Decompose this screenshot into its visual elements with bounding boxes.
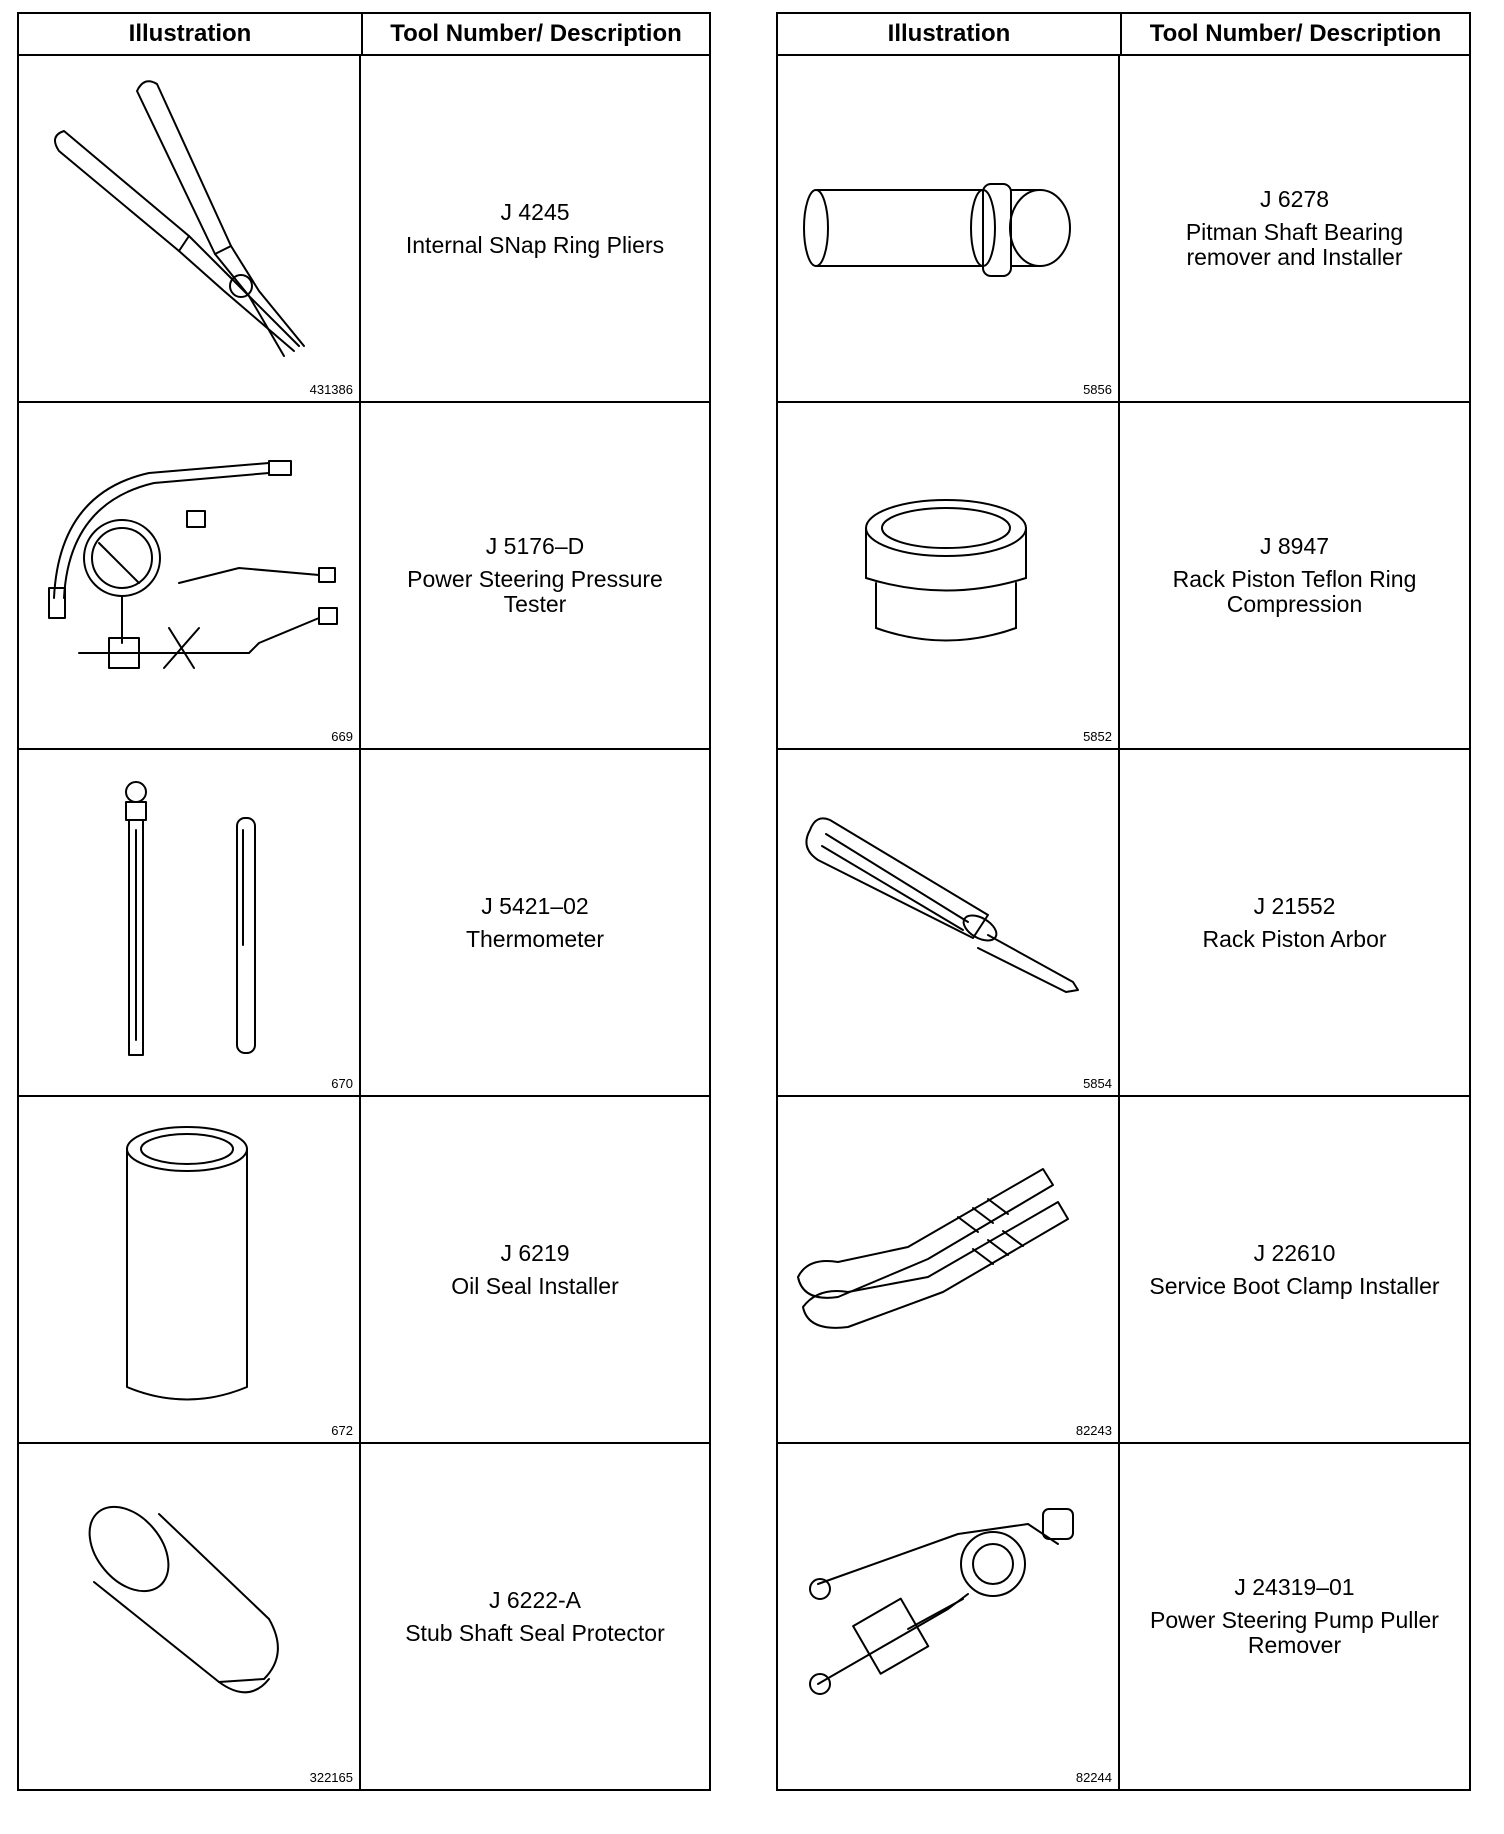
illustration-cell	[778, 56, 1120, 401]
figure-number: 82243	[1075, 1423, 1112, 1438]
thermometer-illustration	[19, 750, 361, 1095]
table-row	[778, 750, 1469, 1097]
tool-name: Rack Piston Arbor	[1202, 925, 1387, 952]
seal-protector-illustration	[19, 1444, 361, 1789]
tool-description-cell	[361, 403, 709, 748]
tool-description-cell	[1120, 750, 1469, 1095]
tool-header: Tool Number/ Description	[390, 20, 682, 47]
illustration-cell	[778, 1097, 1120, 1442]
table-row	[19, 56, 709, 403]
tool-name: Internal SNap Ring Pliers	[405, 231, 665, 258]
illustration-cell	[778, 403, 1120, 748]
illustration-header: Illustration	[778, 14, 1122, 54]
figure-number: 5852	[1083, 729, 1112, 744]
bearing-remover-illustration	[778, 56, 1120, 401]
figure-number: 322165	[309, 1770, 353, 1785]
figure-number: 431386	[309, 382, 353, 397]
tool-description-cell	[1120, 1097, 1469, 1442]
tool-name: Power Steering Pressure Tester	[407, 566, 663, 617]
illustration-cell	[19, 750, 361, 1095]
figure-number: 5854	[1083, 1076, 1112, 1091]
oil-seal-installer-illustration	[19, 1097, 361, 1442]
illustration-header: Illustration	[19, 14, 363, 54]
tool-description-cell	[1120, 403, 1469, 748]
illustration-cell	[19, 403, 361, 748]
figure-number: 672	[331, 1423, 353, 1438]
tool-number: J 8947	[1259, 533, 1330, 559]
tool-number: J 5421–02	[481, 892, 589, 919]
tool-name: Service Boot Clamp Installer	[1149, 1272, 1440, 1299]
tool-header: Tool Number/ Description	[1149, 20, 1442, 47]
tool-number: J 5176–D	[485, 533, 585, 559]
tool-description-cell	[361, 56, 709, 401]
tool-number: J 4245	[500, 198, 570, 225]
figure-number: 82244	[1075, 1770, 1112, 1785]
figure-number: 5856	[1083, 382, 1112, 397]
tool-description-cell	[361, 1444, 709, 1789]
tool-name: Oil Seal Installer	[451, 1272, 619, 1299]
tool-name: Pitman Shaft Bearing remover and Installer	[1185, 219, 1404, 270]
table-row	[19, 750, 709, 1097]
ring-compressor-illustration	[778, 403, 1120, 748]
tool-name: Stub Shaft Seal Protector	[405, 1619, 665, 1646]
snap-ring-pliers-illustration	[19, 56, 361, 401]
illustration-cell	[19, 56, 361, 401]
tool-name: Thermometer	[465, 925, 605, 952]
tool-number: J 22610	[1253, 1239, 1336, 1266]
table-row	[19, 1444, 709, 1789]
table-row	[19, 403, 709, 750]
tool-description-cell	[361, 750, 709, 1095]
tool-description-cell	[361, 1097, 709, 1442]
table-row	[778, 1444, 1469, 1789]
table-row	[778, 1097, 1469, 1444]
table-header	[19, 14, 709, 56]
figure-number: 669	[331, 729, 353, 744]
tool-number: J 6278	[1259, 186, 1330, 212]
tool-number: J 6222-A	[488, 1586, 582, 1613]
figure-number: 670	[331, 1076, 353, 1091]
piston-arbor-illustration	[778, 750, 1120, 1095]
pump-puller-illustration	[778, 1444, 1120, 1789]
tool-name: Power Steering Pump Puller Remover	[1150, 1607, 1439, 1658]
table-row	[778, 56, 1469, 403]
illustration-cell	[778, 750, 1120, 1095]
pressure-tester-illustration	[19, 403, 361, 748]
table-row	[19, 1097, 709, 1444]
tools-table-left	[17, 12, 711, 1791]
illustration-cell	[19, 1097, 361, 1442]
tools-table-right	[776, 12, 1471, 1791]
tool-number: J 24319–01	[1234, 1574, 1355, 1600]
boot-clamp-installer-illustration	[778, 1097, 1120, 1442]
table-header	[778, 14, 1469, 56]
tool-number: J 21552	[1253, 892, 1336, 919]
tool-name: Rack Piston Teflon Ring Compression	[1172, 566, 1417, 617]
tool-number: J 6219	[500, 1239, 570, 1266]
tool-description-cell	[1120, 56, 1469, 401]
table-row	[778, 403, 1469, 750]
tool-description-cell	[1120, 1444, 1469, 1789]
illustration-cell	[19, 1444, 361, 1789]
illustration-cell	[778, 1444, 1120, 1789]
